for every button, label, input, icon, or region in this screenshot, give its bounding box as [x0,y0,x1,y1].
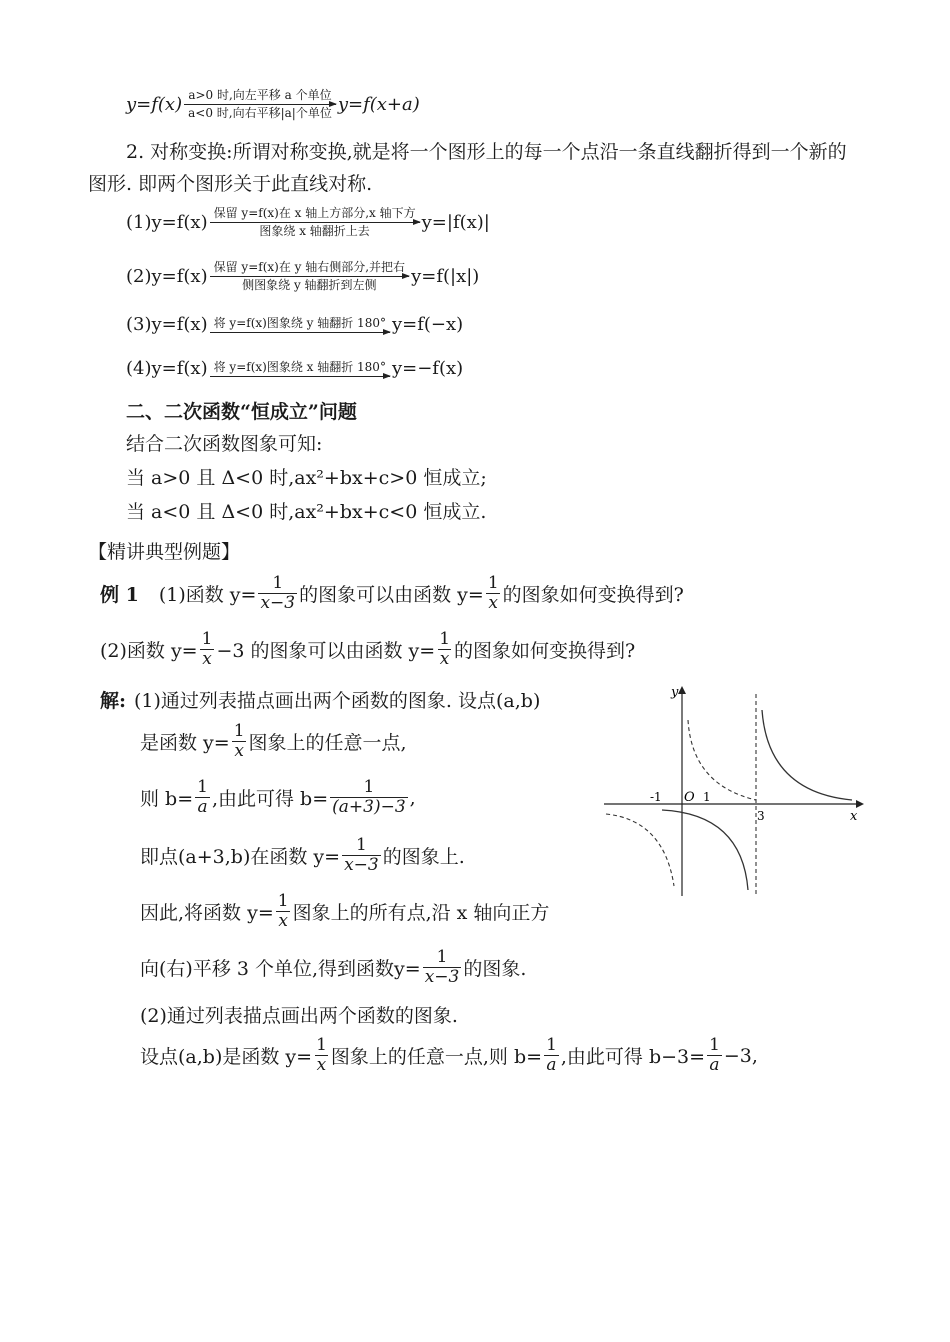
fraction [330,778,408,817]
symmetry-rule-4 [126,358,463,379]
y-axis-arrow-icon [678,686,686,694]
fraction-den: a [197,797,208,817]
solution-line-4 [140,836,465,875]
fraction [342,836,381,875]
shift-arrow [184,88,336,121]
fraction-den: x [234,741,244,761]
rule-arrow-bottom: 图象绕 x 轴翻折上去 [259,224,370,238]
fraction [437,630,452,669]
examples-header: 【精讲典型例题】 [88,541,241,563]
rule-arrow-top: 保留 y=f(x)在 x 轴上方部分,x 轴下方 [213,206,416,220]
tick-3-label: 3 [757,809,765,823]
fraction [707,1036,722,1075]
fraction-den: a [709,1055,720,1075]
solution-line-7: (2)通过列表描点画出两个函数的图象. [140,1005,458,1027]
symmetry-rule-1 [126,206,490,239]
fraction-num: 1 [201,629,213,649]
s3-text-b: ,由此可得 b= [211,788,329,810]
q1-text-a: (1)函数 y= [158,584,257,606]
curve-shifted-left [662,810,748,890]
s2-text-b: 图象上的任意一点, [248,732,407,754]
arrow-icon [210,376,390,377]
rule-arrow [210,360,390,378]
fraction-den: x [316,1055,327,1075]
rule-arrow [210,206,420,239]
s3-text-a: 则 b= [140,788,194,810]
symmetry-rule-2 [126,260,479,293]
shift-arrow-bottom: a<0 时,向右平移|a|个单位 [188,106,332,120]
fraction [423,948,462,987]
y-axis-label: y [671,685,679,700]
fraction-den: a [546,1055,557,1075]
q1-text-c: 的图象如何变换得到? [502,584,684,606]
fraction-den: (a+3)−3 [332,797,406,817]
solution-line-1 [100,686,540,713]
s8-text-a: 设点(a,b)是函数 y= [140,1046,313,1068]
solution-s1: (1)通过列表描点画出两个函数的图象. 设点(a,b) [134,690,541,712]
solution-label: 解: [100,690,127,712]
example1-q1 [100,574,684,613]
rule-left: (3)y=f(x) [126,314,208,335]
q2-text-c: 的图象如何变换得到? [454,640,636,662]
fraction-num: 1 [233,721,245,741]
section-heading: 二、二次函数“恒成立”问题 [126,401,357,423]
rule-right: y=−f(x) [391,358,464,379]
s4-text-b: 的图象上. [382,846,465,868]
tick-neg1-label: -1 [650,790,662,804]
fraction-num: 1 [363,777,375,797]
solution-line-8 [140,1036,758,1075]
arrow-icon [184,104,336,105]
rule-arrow-top: 将 y=f(x)图象绕 x 轴翻折 180° [213,359,386,374]
arrow-icon [210,332,390,333]
rule-right: y=f(|x|) [411,266,480,287]
example1-q2 [100,630,635,669]
fraction-num: 1 [272,573,284,593]
solution-line-2 [140,722,407,761]
fraction [314,1036,329,1075]
shift-rule-left: y=f(x) [126,94,183,115]
fraction-den: x [488,593,499,613]
q2-text-a: (2)函数 y= [100,640,198,662]
fraction [486,574,501,613]
s4-text-a: 即点(a+3,b)在函数 y= [140,846,341,868]
fraction [276,892,291,931]
fraction-den: x [439,649,450,669]
rule-left: (2)y=f(x) [126,266,208,287]
rule-arrow-top: 保留 y=f(x)在 y 轴右侧部分,并把右 [213,260,406,274]
fraction-num: 1 [436,947,448,967]
s5-text-a: 因此,将函数 y= [140,902,274,924]
tick-1-label: 1 [703,790,711,804]
fraction-den: x [202,649,212,669]
arrow-icon [210,222,420,223]
fraction-num: 1 [355,835,367,855]
solution-line-6 [140,948,526,987]
fraction [258,574,297,613]
fraction-num: 1 [546,1035,557,1055]
section-intro: 结合二次函数图象可知: [126,433,323,455]
fraction-num: 1 [709,1035,720,1055]
fraction [195,778,210,817]
shift-arrow-top: a>0 时,向左平移 a 个单位 [188,88,332,102]
condition-line-2: 当 a<0 且 Δ<0 时,ax²+bx+c<0 恒成立. [126,501,487,523]
fraction-num: 1 [439,629,451,649]
x-axis-arrow-icon [856,800,864,808]
curve-1-over-x-left [606,814,674,886]
hyperbola-graph [600,680,870,900]
rule-arrow [210,316,390,334]
example-label: 例 1 [100,584,139,606]
s5-text-b: 图象上的所有点,沿 x 轴向正方 [292,902,550,924]
q2-text-b: −3 的图象可以由函数 y= [216,640,436,662]
fraction [544,1036,559,1075]
solution-line-3 [140,778,416,817]
s8-text-c: ,由此可得 b−3= [560,1046,706,1068]
symmetry-paragraph-2: 图形. 即两个图形关于此直线对称. [88,173,373,195]
s6-text-a: 向(右)平移 3 个单位,得到函数y= [140,958,421,980]
rule-right: y=|f(x)| [421,212,490,233]
shift-rule [126,88,420,121]
fraction-den: x−3 [260,593,296,613]
symmetry-paragraph-1: 2. 对称变换:所谓对称变换,就是将一个图形上的每一个点沿一条直线翻折得到一个新的 [126,141,847,163]
x-axis-label: x [850,809,858,824]
s3-text-c: , [409,786,416,809]
fraction-num: 1 [316,1035,327,1055]
fraction [232,722,247,761]
shift-rule-right: y=f(x+a) [337,94,420,115]
fraction-num: 1 [197,777,208,797]
s8-text-d: −3, [723,1044,758,1067]
rule-right: y=f(−x) [391,314,464,335]
s8-text-b: 图象上的任意一点,则 b= [330,1046,543,1068]
rule-arrow-bottom: 侧图象绕 y 轴翻折到左侧 [242,278,377,292]
fraction-num: 1 [277,891,289,911]
fraction-den: x−3 [424,967,460,987]
curve-1-over-x-right [688,720,756,800]
curve-shifted-right [762,710,852,800]
fraction-den: x−3 [344,855,379,875]
s6-text-b: 的图象. [463,958,527,980]
fraction [200,630,215,669]
rule-arrow [210,260,409,293]
fraction-den: x [278,911,288,931]
solution-line-5 [140,892,549,931]
origin-label: O [684,790,695,805]
rule-left: (4)y=f(x) [126,358,208,379]
s2-text-a: 是函数 y= [140,732,230,754]
fraction-num: 1 [487,573,499,593]
arrow-icon [210,276,409,277]
condition-line-1: 当 a>0 且 Δ<0 时,ax²+bx+c>0 恒成立; [126,467,487,489]
symmetry-rule-3 [126,314,463,335]
q1-text-b: 的图象可以由函数 y= [299,584,484,606]
rule-arrow-top: 将 y=f(x)图象绕 y 轴翻折 180° [213,315,386,330]
rule-left: (1)y=f(x) [126,212,208,233]
